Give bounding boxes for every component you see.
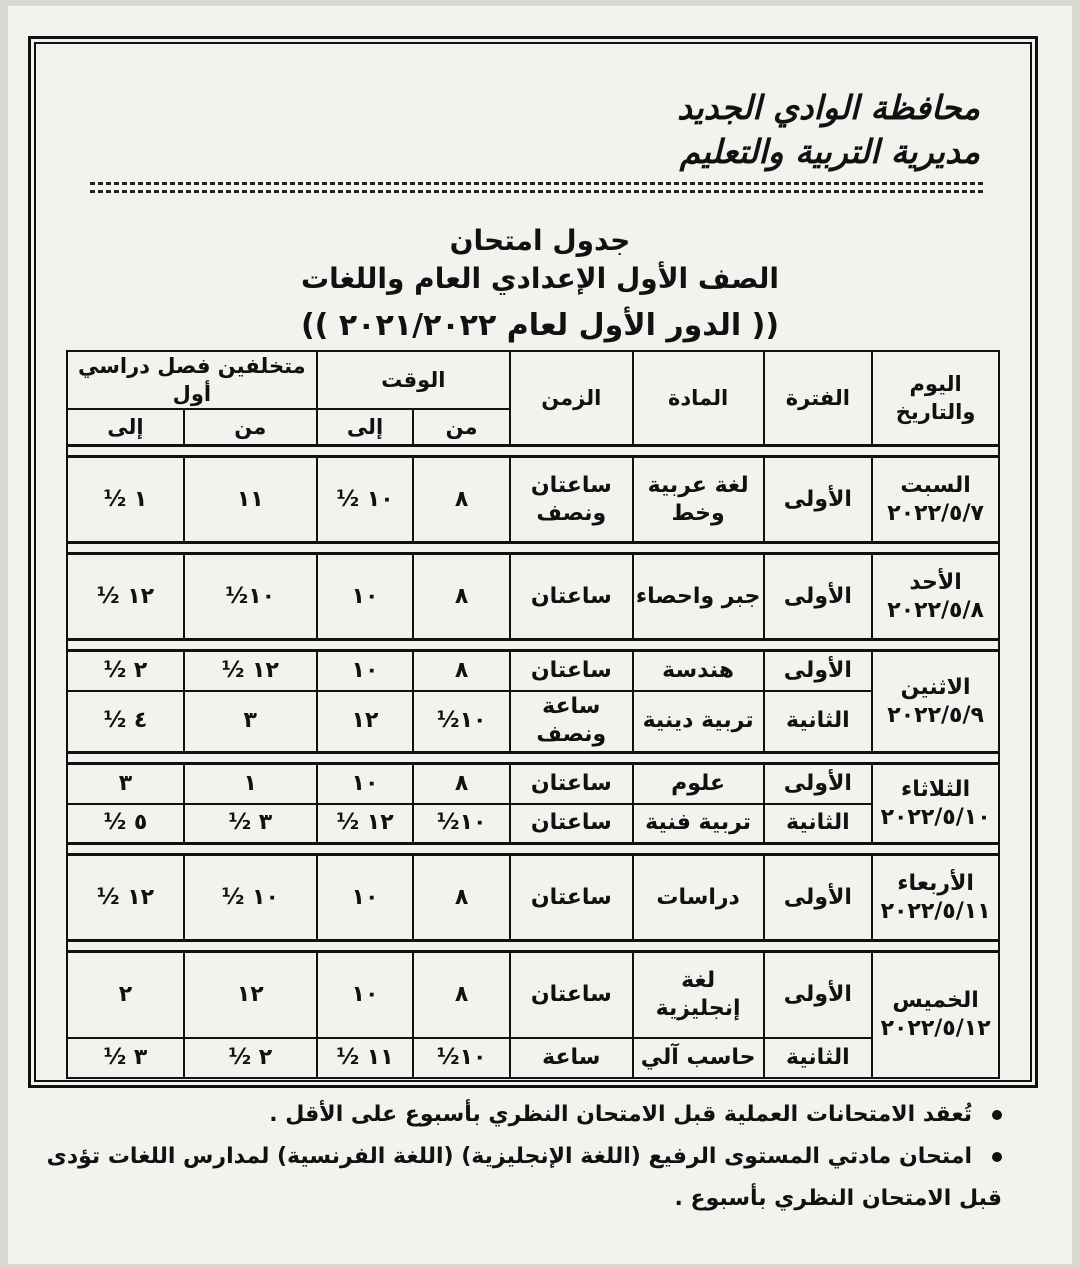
subject-cell: جبر واحصاء: [633, 554, 764, 640]
notes: [12, 1094, 1002, 1220]
bullet-icon: [992, 1110, 1002, 1120]
retakes-from-cell: ١٠½: [184, 554, 317, 640]
retakes-from-cell: ٣: [184, 691, 317, 753]
header-period: الفترة: [764, 351, 873, 446]
header-time-to: إلى: [317, 409, 414, 446]
retakes-from-cell: ١: [184, 764, 317, 804]
day-separator: [67, 941, 999, 952]
letterhead: [677, 86, 980, 174]
day-cell: [872, 457, 999, 543]
subject-cell: تربية فنية: [633, 804, 764, 844]
day-name: الاثنين: [900, 674, 971, 700]
retakes-to-cell: ٣: [67, 764, 184, 804]
retakes-to-cell: ٢: [67, 952, 184, 1038]
time-to-cell: ١٠: [317, 764, 414, 804]
time-from-cell: ٨: [413, 764, 510, 804]
exam-schedule-table: [66, 350, 1000, 1079]
duration-cell: ساعتان: [510, 554, 633, 640]
retakes-from-cell: ١٢: [184, 952, 317, 1038]
time-from-cell: ٨: [413, 651, 510, 691]
table-row: [67, 804, 999, 844]
directorate-name: مديرية التربية والتعليم: [679, 132, 980, 171]
retakes-from-cell: ١١: [184, 457, 317, 543]
subject-cell: هندسة: [633, 651, 764, 691]
day-cell: [872, 855, 999, 941]
period-cell: الثانية: [764, 1038, 873, 1078]
time-from-cell: ٨: [413, 457, 510, 543]
schedule-body: [67, 446, 999, 1078]
subject-cell: علوم: [633, 764, 764, 804]
header-retakes-to: إلى: [67, 409, 184, 446]
period-cell: الثانية: [764, 691, 873, 753]
time-from-cell: ١٠½: [413, 1038, 510, 1078]
subject-cell: تربية دينية: [633, 691, 764, 753]
title-line-3: (( الدور الأول لعام ٢٠٢١/٢٠٢٢ )): [300, 308, 780, 343]
retakes-to-cell: ٢ ½: [67, 651, 184, 691]
header-time-from: من: [413, 409, 510, 446]
header-retakes-from: من: [184, 409, 317, 446]
duration-cell: ساعتان: [510, 764, 633, 804]
header-retakes: متخلفين فصل دراسي أول: [67, 351, 317, 409]
table-row: [67, 691, 999, 753]
day-cell: [872, 651, 999, 753]
time-to-cell: ١٢ ½: [317, 804, 414, 844]
period-cell: الأولى: [764, 457, 873, 543]
table-row: [67, 554, 999, 640]
time-to-cell: ١٠: [317, 952, 414, 1038]
table-row: [67, 764, 999, 804]
subject-cell: حاسب آلي: [633, 1038, 764, 1078]
governorate-name: محافظة الوادي الجديد: [677, 88, 980, 127]
retakes-to-cell: ٣ ½: [67, 1038, 184, 1078]
period-cell: الأولى: [764, 651, 873, 691]
header-time: الوقت: [317, 351, 510, 409]
table-row: [67, 952, 999, 1038]
subject-cell: دراسات: [633, 855, 764, 941]
day-date: ٢٠٢٢/٥/١٠: [880, 804, 991, 830]
duration-cell: ساعتان: [510, 855, 633, 941]
table-row: [67, 1038, 999, 1078]
time-to-cell: ١٠ ½: [317, 457, 414, 543]
retakes-from-cell: ١٢ ½: [184, 651, 317, 691]
period-cell: الأولى: [764, 554, 873, 640]
time-to-cell: ١٢: [317, 691, 414, 753]
day-name: الأربعاء: [897, 870, 974, 896]
time-to-cell: ١٠: [317, 651, 414, 691]
day-separator: [67, 446, 999, 457]
retakes-to-cell: ١٢ ½: [67, 554, 184, 640]
duration-cell: ساعة ونصف: [510, 691, 633, 753]
period-cell: الأولى: [764, 764, 873, 804]
retakes-from-cell: ٢ ½: [184, 1038, 317, 1078]
title-line-1: جدول امتحان: [449, 224, 631, 257]
duration-cell: ساعة: [510, 1038, 633, 1078]
period-cell: الأولى: [764, 952, 873, 1038]
table-row: [67, 855, 999, 941]
time-to-cell: ١٠: [317, 554, 414, 640]
note-item: تُعقد الامتحانات العملية قبل الامتحان النظري بأسبوع على الأقل .: [12, 1094, 1002, 1136]
time-from-cell: ٨: [413, 952, 510, 1038]
retakes-to-cell: ١٢ ½: [67, 855, 184, 941]
document-page: [8, 6, 1072, 1264]
day-date: ٢٠٢٢/٥/١١: [880, 898, 991, 924]
time-to-cell: ١١ ½: [317, 1038, 414, 1078]
retakes-to-cell: ١ ½: [67, 457, 184, 543]
duration-cell: ساعتان: [510, 804, 633, 844]
day-separator: [67, 753, 999, 764]
bullet-icon: [992, 1152, 1002, 1162]
time-from-cell: ١٠½: [413, 691, 510, 753]
day-name: الأحد: [909, 569, 962, 595]
day-date: ٢٠٢٢/٥/٨: [887, 597, 984, 623]
period-cell: الأولى: [764, 855, 873, 941]
duration-cell: ساعتان: [510, 651, 633, 691]
header-subject: المادة: [633, 351, 764, 446]
retakes-to-cell: ٤ ½: [67, 691, 184, 753]
day-separator: [67, 640, 999, 651]
day-cell: [872, 764, 999, 844]
header-day: اليوم والتاريخ: [872, 351, 999, 446]
note-item: امتحان مادتي المستوى الرفيع (اللغة الإنجليزية) (اللغة الفرنسية) لمدارس اللغات تؤدى قبل الامتحان النظري بأسبوع .: [46, 1144, 1002, 1211]
time-from-cell: ٨: [413, 554, 510, 640]
table-row: [67, 651, 999, 691]
day-name: الخميس: [892, 987, 979, 1013]
day-separator: [67, 543, 999, 554]
dashed-separator: [90, 182, 986, 196]
time-from-cell: ٨: [413, 855, 510, 941]
time-from-cell: ١٠½: [413, 804, 510, 844]
retakes-from-cell: ٣ ½: [184, 804, 317, 844]
day-cell: [872, 554, 999, 640]
subject-cell: لغة عربية وخط: [633, 457, 764, 543]
day-separator: [67, 844, 999, 855]
duration-cell: ساعتان ونصف: [510, 457, 633, 543]
table-row: [67, 457, 999, 543]
day-date: ٢٠٢٢/٥/٩: [887, 702, 984, 728]
retakes-from-cell: ١٠ ½: [184, 855, 317, 941]
retakes-to-cell: ٥ ½: [67, 804, 184, 844]
day-cell: [872, 952, 999, 1078]
day-date: ٢٠٢٢/٥/٧: [887, 500, 984, 526]
duration-cell: ساعتان: [510, 952, 633, 1038]
period-cell: الثانية: [764, 804, 873, 844]
day-date: ٢٠٢٢/٥/١٢: [880, 1015, 991, 1041]
title-line-2: الصف الأول الإعدادي العام واللغات: [301, 262, 779, 295]
header-duration: الزمن: [510, 351, 633, 446]
day-name: الثلاثاء: [900, 776, 971, 802]
subject-cell: لغة إنجليزية: [633, 952, 764, 1038]
day-name: السبت: [900, 472, 971, 498]
time-to-cell: ١٠: [317, 855, 414, 941]
